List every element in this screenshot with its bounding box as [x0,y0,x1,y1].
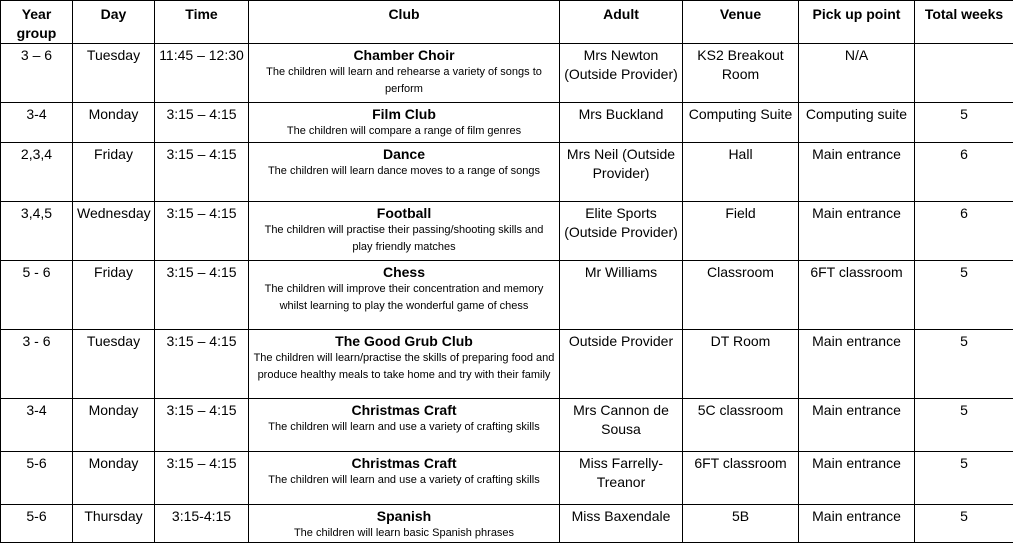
table-row [1,103,1013,143]
club-description: The children will practise their passing/shooting skills and play friendly matches [253,222,555,256]
time-cell: 3:15 – 4:15 [155,143,249,202]
club-cell [249,202,560,261]
year-group-cell: 3,4,5 [1,202,73,261]
weeks-cell: 6 [915,143,1013,202]
pickup-cell: Computing suite [799,103,915,143]
time-cell: 3:15 – 4:15 [155,399,249,452]
year-group-cell: 2,3,4 [1,143,73,202]
time-cell: 3:15 – 4:15 [155,330,249,399]
year-group-cell: 3-4 [1,103,73,143]
weeks-cell: 5 [915,452,1013,505]
club-cell [249,44,560,103]
day-cell: Monday [73,399,155,452]
pickup-cell: Main entrance [799,330,915,399]
weeks-cell: 5 [915,103,1013,143]
header-club: Club [249,1,560,44]
year-group-cell: 3 – 6 [1,44,73,103]
pickup-cell: Main entrance [799,452,915,505]
club-name: The Good Grub Club [253,332,555,350]
venue-cell: Computing Suite [683,103,799,143]
adult-cell: Mr Williams [560,261,683,330]
club-description: The children will improve their concentration and memory whilst learning to play the wonderful game of chess [253,281,555,315]
table-row [1,330,1013,399]
club-name: Spanish [253,507,555,525]
table-row [1,399,1013,452]
year-group-cell: 5-6 [1,505,73,543]
adult-cell: Mrs Newton (Outside Provider) [560,44,683,103]
weeks-cell [915,44,1013,103]
adult-cell: Outside Provider [560,330,683,399]
header-time: Time [155,1,249,44]
time-cell: 3:15 – 4:15 [155,261,249,330]
club-name: Christmas Craft [253,454,555,472]
day-cell: Friday [73,143,155,202]
day-cell: Monday [73,103,155,143]
day-cell: Thursday [73,505,155,543]
club-description: The children will learn and use a variety of crafting skills [253,472,555,489]
club-cell [249,103,560,143]
club-cell [249,505,560,543]
table-row [1,505,1013,543]
club-cell [249,399,560,452]
club-cell [249,452,560,505]
venue-cell: Classroom [683,261,799,330]
adult-cell: Miss Baxendale [560,505,683,543]
year-group-cell: 5 - 6 [1,261,73,330]
time-cell: 3:15 – 4:15 [155,103,249,143]
club-name: Film Club [253,105,555,123]
club-description: The children will learn dance moves to a range of songs [253,163,555,180]
weeks-cell: 5 [915,505,1013,543]
club-description: The children will learn basic Spanish phrases [253,525,555,542]
adult-cell: Mrs Cannon de Sousa [560,399,683,452]
adult-cell: Mrs Neil (Outside Provider) [560,143,683,202]
weeks-cell: 5 [915,399,1013,452]
venue-cell: 6FT classroom [683,452,799,505]
club-cell [249,261,560,330]
club-name: Dance [253,145,555,163]
club-description: The children will learn and rehearse a variety of songs to perform [253,64,555,98]
header-adult: Adult [560,1,683,44]
time-cell: 11:45 – 12:30 [155,44,249,103]
weeks-cell: 5 [915,330,1013,399]
header-row [1,1,1013,44]
table-row [1,452,1013,505]
pickup-cell: N/A [799,44,915,103]
table-row [1,261,1013,330]
venue-cell: Field [683,202,799,261]
venue-cell: 5B [683,505,799,543]
table-row [1,143,1013,202]
header-venue: Venue [683,1,799,44]
weeks-cell: 6 [915,202,1013,261]
pickup-cell: Main entrance [799,505,915,543]
pickup-cell: Main entrance [799,202,915,261]
adult-cell: Elite Sports (Outside Provider) [560,202,683,261]
table-row [1,202,1013,261]
header-pickup-point: Pick up point [799,1,915,44]
day-cell: Tuesday [73,330,155,399]
header-day: Day [73,1,155,44]
adult-cell: Mrs Buckland [560,103,683,143]
club-name: Football [253,204,555,222]
day-cell: Wednesday [73,202,155,261]
table-row [1,44,1013,103]
club-description: The children will learn and use a variety of crafting skills [253,419,555,436]
year-group-cell: 5-6 [1,452,73,505]
time-cell: 3:15-4:15 [155,505,249,543]
time-cell: 3:15 – 4:15 [155,202,249,261]
pickup-cell: Main entrance [799,143,915,202]
club-name: Chamber Choir [253,46,555,64]
venue-cell: DT Room [683,330,799,399]
venue-cell: Hall [683,143,799,202]
adult-cell: Miss Farrelly-Treanor [560,452,683,505]
year-group-cell: 3-4 [1,399,73,452]
club-description: The children will learn/practise the skills of preparing food and produce healthy meals to take home and try with their family [253,350,555,384]
pickup-cell: Main entrance [799,399,915,452]
venue-cell: 5C classroom [683,399,799,452]
weeks-cell: 5 [915,261,1013,330]
day-cell: Friday [73,261,155,330]
club-cell [249,143,560,202]
day-cell: Monday [73,452,155,505]
day-cell: Tuesday [73,44,155,103]
venue-cell: KS2 Breakout Room [683,44,799,103]
club-description: The children will compare a range of film genres [253,123,555,140]
header-year-group: Year group [1,1,73,44]
year-group-cell: 3 - 6 [1,330,73,399]
club-cell [249,330,560,399]
club-name: Chess [253,263,555,281]
club-name: Christmas Craft [253,401,555,419]
time-cell: 3:15 – 4:15 [155,452,249,505]
header-total-weeks: Total weeks [915,1,1013,44]
pickup-cell: 6FT classroom [799,261,915,330]
